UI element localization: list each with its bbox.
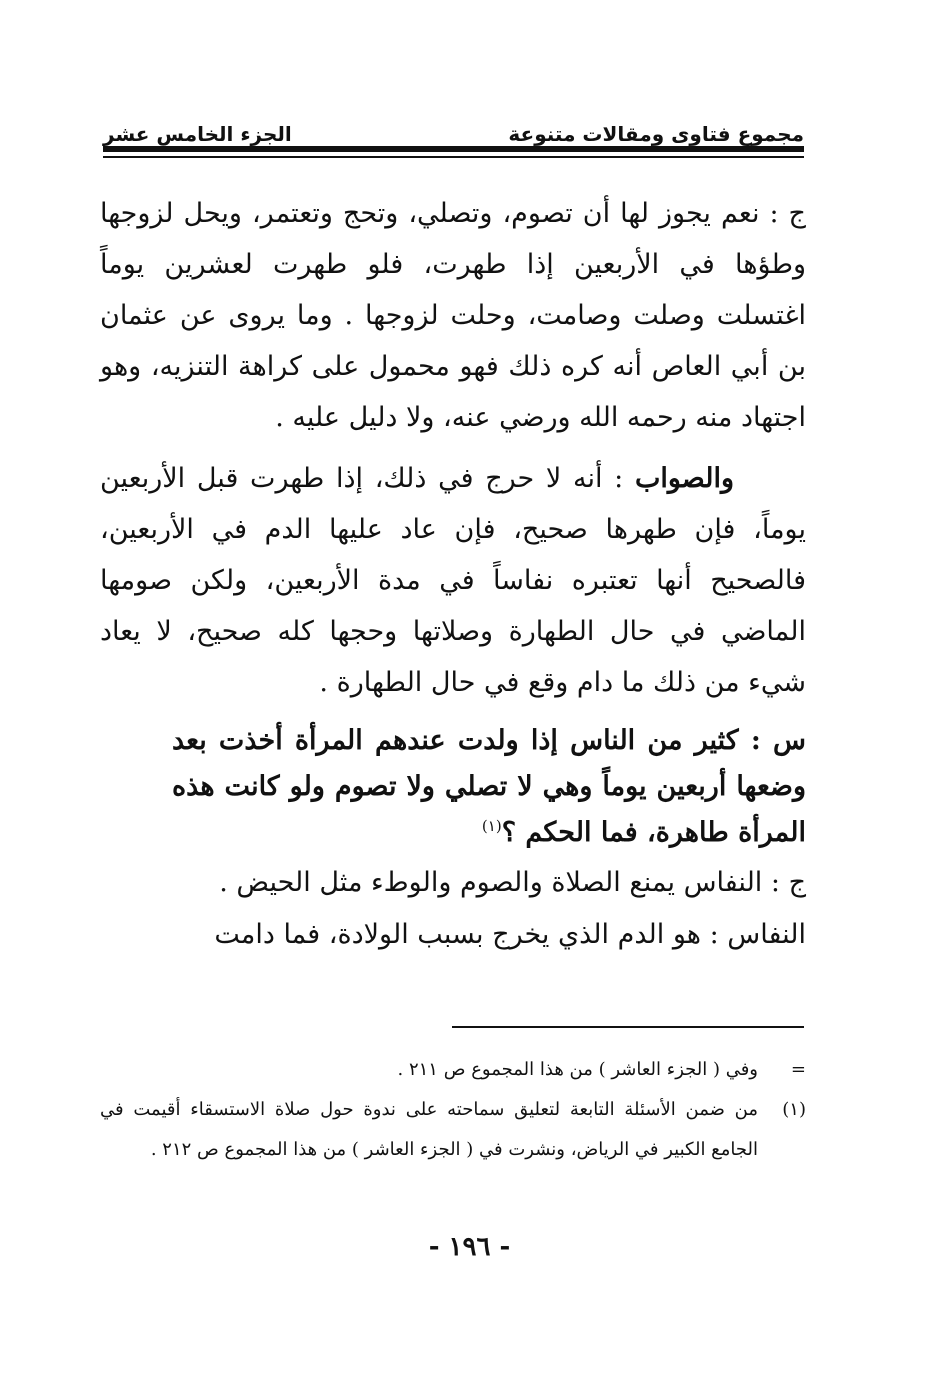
footnote-text: وفي ( الجزء العاشر ) من هذا المجموع ص ٢١١ . bbox=[397, 1059, 758, 1080]
definition-paragraph: النفاس : هو الدم الذي يخرج بسبب الولادة، فما دامت bbox=[214, 919, 806, 950]
running-header bbox=[103, 112, 804, 146]
question-2-text: س : كثير من الناس إذا ولدت عندهم المرأة أخذت بعد وضعها أربعين يوماً وهي لا تصلي ولا تصوم ولو كانت هذه المرأة طاهرة، فما الحكم ؟ bbox=[172, 725, 806, 848]
header-rule-thick bbox=[103, 146, 804, 152]
footnote-item bbox=[100, 1050, 806, 1090]
book-title: مجموع فتاوى ومقالات متنوعة bbox=[508, 122, 804, 146]
correct-view-paragraph bbox=[100, 453, 806, 708]
footnote-marker: (١) bbox=[782, 1099, 806, 1120]
page-number: - ١٩٦ - bbox=[428, 1232, 511, 1262]
footnote-marker: = bbox=[790, 1059, 806, 1080]
question-paragraph-2 bbox=[172, 718, 806, 856]
header-rule-thin bbox=[103, 156, 804, 158]
footnote-separator bbox=[452, 1026, 804, 1028]
main-text bbox=[100, 188, 806, 960]
correct-view-text: : أنه لا حرج في ذلك، إذا طهرت قبل الأربعين يوماً، فإن طهرها صحيح، فإن عاد عليها الدم في الأربعين، فالصحيح أنها تعتبره نفاساً في مدة الأربعين، ولكن صومها الماضي في حال الطهارة وصلاتها وحجها كله صحيح، لا يعاد شيء من ذلك ما دام وقع في حال الطهارة . bbox=[100, 463, 806, 698]
answer-paragraph-2: ج : النفاس يمنع الصلاة والصوم والوطء مثل الحيض . bbox=[219, 867, 806, 898]
volume-label: الجزء الخامس عشر bbox=[103, 122, 292, 146]
footnote-ref-1: (١) bbox=[481, 817, 502, 835]
footnote-text: من ضمن الأسئلة التابعة لتعليق سماحته على ندوة حول صلاة الاستسقاء أقيمت في الجامع الكبير في الرياض، ونشرت في ( الجزء العاشر ) من هذا المجموع ص ٢١٢ . bbox=[100, 1099, 758, 1160]
footnotes bbox=[100, 1050, 806, 1170]
correct-view-lead: والصواب bbox=[634, 463, 734, 494]
footnote-item bbox=[100, 1090, 806, 1170]
answer-paragraph-1: ج : نعم يجوز لها أن تصوم، وتصلي، وتحج وتعتمر، ويحل لزوجها وطؤها في الأربعين إذا طهرت، فلو طهرت لعشرين يوماً اغتسلت وصلت وصامت، وحلت لزوجها . وما يروى عن عثمان بن أبي العاص أنه كره ذلك فهو محمول على كراهة التنزيه، وهو اجتهاد منه رحمه الله ورضي عنه، ولا دليل عليه . bbox=[100, 198, 806, 433]
